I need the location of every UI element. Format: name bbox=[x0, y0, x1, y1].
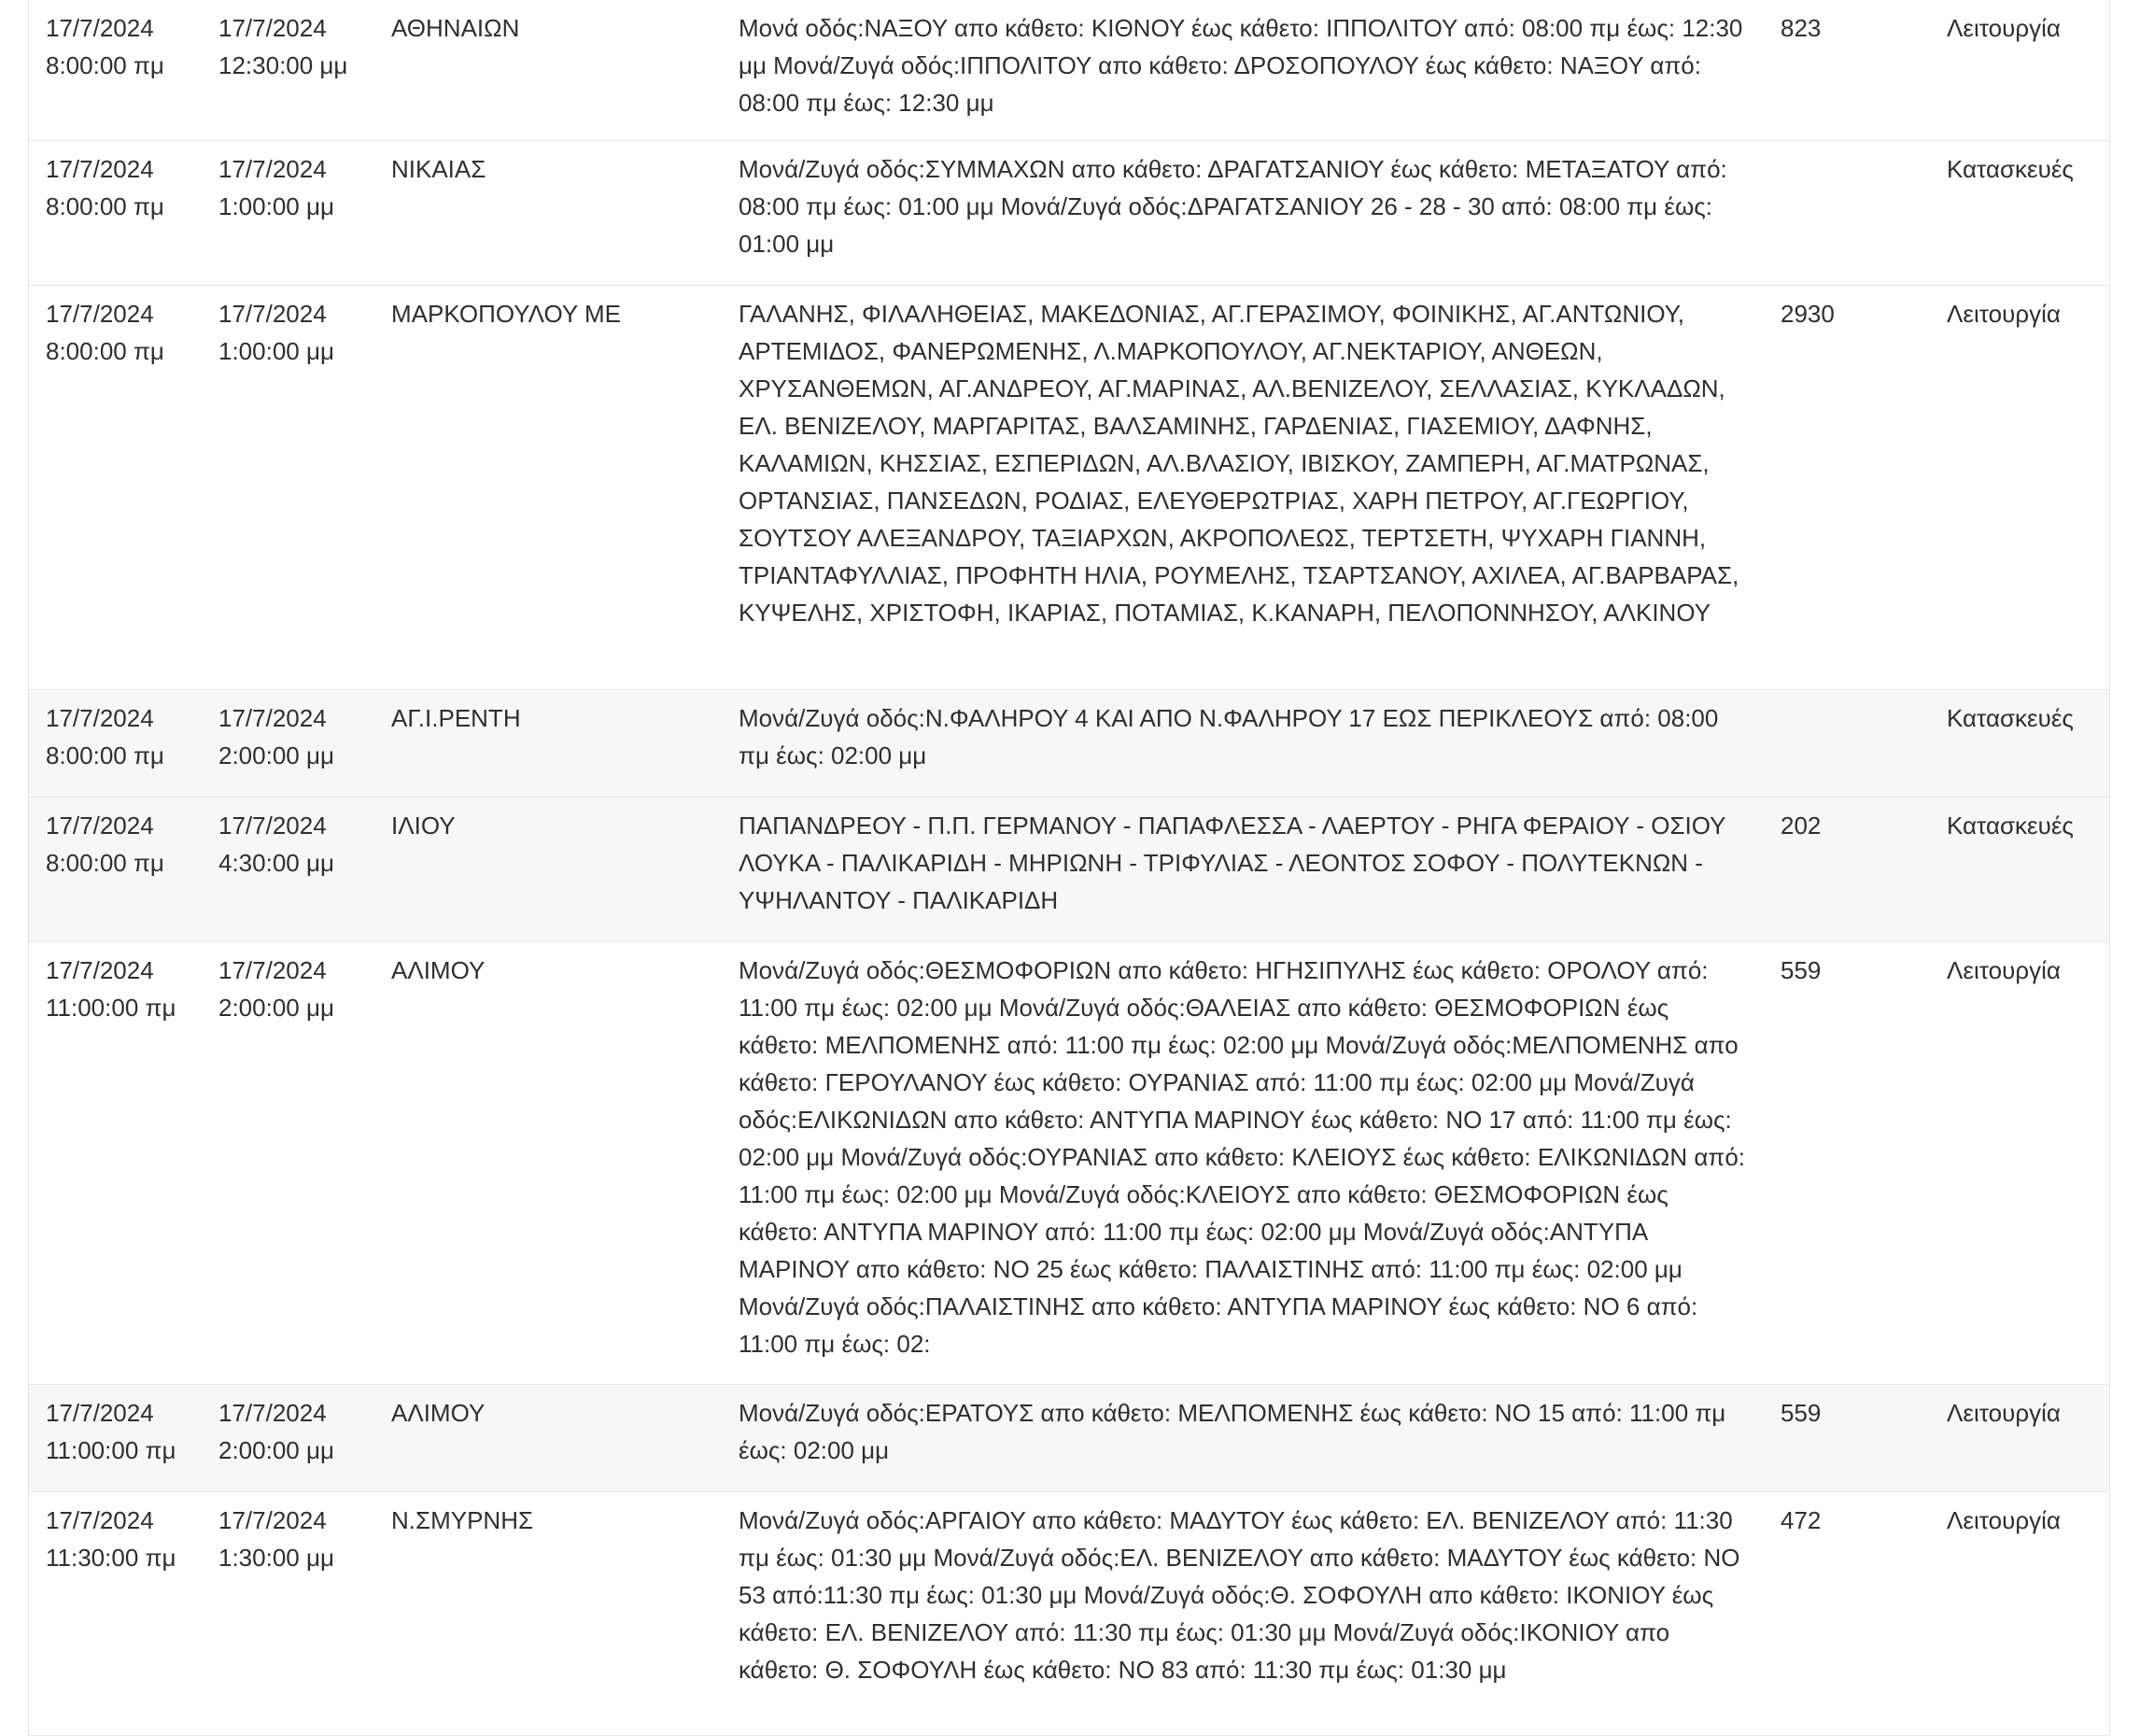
start-time: 8:00:00 πμ bbox=[46, 191, 164, 220]
start-date: 17/7/2024 bbox=[46, 299, 154, 328]
end-date: 17/7/2024 bbox=[218, 1505, 327, 1534]
table-row bbox=[29, 1491, 2109, 1735]
outages-table-wrapper bbox=[28, 0, 2110, 1736]
start-datetime-cell bbox=[29, 689, 202, 797]
number-cell bbox=[1764, 140, 1937, 285]
area-cell: ΑΛΙΜΟΥ bbox=[391, 955, 486, 984]
end-datetime-cell bbox=[202, 140, 374, 285]
start-time: 11:00:00 πμ bbox=[46, 993, 176, 1022]
description-cell: ΓΑΛΑΝΗΣ, ΦΙΛΑΛΗΘΕΙΑΣ, ΜΑΚΕΔΟΝΙΑΣ, ΑΓ.ΓΕΡΑΣΙΜΟΥ, ΦΟΙΝΙΚΗΣ, ΑΓ.ΑΝΤΩΝΙΟΥ, ΑΡΤΕΜΙΔΟΣ, ΦΑΝΕΡΩΜΕΝΗΣ, Λ.ΜΑΡΚΟΠΟΥΛΟΥ, ΑΓ.ΝΕΚΤΑΡΙΟΥ, ΑΝΘΕΩΝ, ΧΡΥΣΑΝΘΕΜΩΝ, ΑΓ.ΑΝΔΡΕΟΥ, ΑΓ.ΜΑΡΙΝΑΣ, ΑΛ.ΒΕΝΙΖΕΛΟΥ, ΣΕΛΛΑΣΙΑΣ, ΚΥΚΛΑΔΩΝ, ΕΛ. ΒΕΝΙΖΕΛΟΥ, ΜΑΡΓΑΡΙΤΑΣ, ΒΑΛΣΑΜΙΝΗΣ, ΓΑΡΔΕΝΙΑΣ, ΓΙΑΣΕΜΙΟΥ, ΔΑΦΝΗΣ, ΚΑΛΑΜΙΩΝ, ΚΗΣΣΙΑΣ, ΕΣΠΕΡΙΔΩΝ, ΑΛ.ΒΛΑΣΙΟΥ, ΙΒΙΣΚΟΥ, ΖΑΜΠΕΡΗ, ΑΓ.ΜΑΤΡΩΝΑΣ, ΟΡΤΑΝΣΙΑΣ, ΠΑΝΣΕΔΩΝ, ΡΟΔΙΑΣ, ΕΛΕΥΘΕΡΩΤΡΙΑΣ, ΧΑΡΗ ΠΕΤΡΟΥ, ΑΓ.ΓΕΩΡΓΙΟΥ, ΣΟΥΤΣΟΥ ΑΛΕΞΑΝΔΡΟΥ, ΤΑΞΙΑΡΧΩΝ, ΑΚΡΟΠΟΛΕΩΣ, ΤΕΡΤΣΕΤΗ, ΨΥΧΑΡΗ ΓΙΑΝΝΗ, ΤΡΙΑΝΤΑΦΥΛΛΙΑΣ, ΠΡΟΦΗΤΗ ΗΛΙΑ, ΡΟΥΜΕΛΗΣ, ΤΣΑΡΤΣΑΝΟΥ, ΑΧΙΛΕΑ, ΑΓ.ΒΑΡΒΑΡΑΣ, ΚΥΨΕΛΗΣ, ΧΡΙΣΤΟΦΗ, ΙΚΑΡΙΑΣ, ΠΟΤΑΜΙΑΣ, Κ.ΚΑΝΑΡΗ, ΠΕΛΟΠΟΝΝΗΣΟΥ, ΑΛΚΙΝΟΥ bbox=[739, 299, 1739, 627]
number-cell: 559 bbox=[1781, 955, 1822, 984]
description-cell: Μονά/Ζυγά οδός:ΑΡΓΑΙΟΥ απο κάθετο: ΜΑΔΥΤΟΥ έως κάθετο: ΕΛ. ΒΕΝΙΖΕΛΟΥ από: 11:30 πμ έως: 01:30 μμ Μονά/Ζυγά οδός:ΕΛ. ΒΕΝΙΖΕΛΟΥ απο κάθετο: ΜΑΔΥΤΟΥ έως κάθετο: ΝΟ 53 από:11:30 πμ έως: 01:30 μμ Μονά/Ζυγά οδός:Θ. ΣΟΦΟΥΛΗ απο κάθετο: ΙΚΟΝΙΟΥ έως κάθετο: ΕΛ. ΒΕΝΙΖΕΛΟΥ από: 11:30 πμ έως: 01:30 μμ Μονά/Ζυγά οδός:ΙΚΟΝΙΟΥ απο κάθετο: Θ. ΣΟΦΟΥΛΗ έως κάθετο: ΝΟ 83 από: 11:30 πμ έως: 01:30 μμ bbox=[739, 1505, 1740, 1684]
start-time: 8:00:00 πμ bbox=[46, 848, 164, 877]
start-date: 17/7/2024 bbox=[46, 154, 154, 183]
number-cell: 823 bbox=[1781, 14, 1822, 42]
end-datetime-cell bbox=[202, 0, 374, 140]
type-cell: Κατασκευές bbox=[1947, 703, 2074, 732]
end-time: 2:00:00 μμ bbox=[218, 1435, 334, 1464]
start-date: 17/7/2024 bbox=[46, 811, 154, 840]
number-cell: 472 bbox=[1781, 1505, 1822, 1534]
table-row bbox=[29, 941, 2109, 1384]
number-cell bbox=[1764, 689, 1937, 797]
number-cell: 2930 bbox=[1781, 299, 1835, 328]
type-cell: Λειτουργία bbox=[1947, 1505, 2061, 1534]
start-time: 11:30:00 πμ bbox=[46, 1543, 176, 1572]
end-date: 17/7/2024 bbox=[218, 703, 327, 732]
start-datetime-cell bbox=[29, 797, 202, 941]
type-cell: Λειτουργία bbox=[1947, 14, 2061, 42]
table-row bbox=[29, 689, 2109, 797]
area-cell: Ν.ΣΜΥΡΝΗΣ bbox=[391, 1505, 534, 1534]
start-time: 8:00:00 πμ bbox=[46, 51, 164, 79]
area-cell: ΜΑΡΚΟΠΟΥΛΟΥ ΜΕ bbox=[391, 299, 621, 328]
end-time: 1:30:00 μμ bbox=[218, 1543, 334, 1572]
number-cell: 559 bbox=[1781, 1398, 1822, 1427]
end-time: 2:00:00 μμ bbox=[218, 993, 334, 1022]
number-cell: 202 bbox=[1781, 811, 1822, 840]
end-time: 1:00:00 μμ bbox=[218, 191, 334, 220]
start-date: 17/7/2024 bbox=[46, 1505, 154, 1534]
start-date: 17/7/2024 bbox=[46, 703, 154, 732]
end-time: 12:30:00 μμ bbox=[218, 51, 348, 79]
end-datetime-cell bbox=[202, 689, 374, 797]
end-date: 17/7/2024 bbox=[218, 955, 327, 984]
description-cell: Μονά οδός:ΝΑΞΟΥ απο κάθετο: ΚΙΘΝΟΥ έως κάθετο: ΙΠΠΟΛΙΤΟΥ από: 08:00 πμ έως: 12:30 μμ Μονά/Ζυγά οδός:ΙΠΠΟΛΙΤΟΥ απο κάθετο: ΔΡΟΣΟΠΟΥΛΟΥ έως κάθετο: ΝΑΞΟΥ από: 08:00 πμ έως: 12:30 μμ bbox=[739, 14, 1743, 117]
end-date: 17/7/2024 bbox=[218, 154, 327, 183]
start-date: 17/7/2024 bbox=[46, 14, 154, 42]
area-cell: ΑΓ.Ι.ΡΕΝΤΗ bbox=[391, 703, 521, 732]
start-datetime-cell bbox=[29, 941, 202, 1384]
start-datetime-cell bbox=[29, 0, 202, 140]
area-cell: ΝΙΚΑΙΑΣ bbox=[391, 154, 486, 183]
end-date: 17/7/2024 bbox=[218, 811, 327, 840]
start-time: 8:00:00 πμ bbox=[46, 336, 164, 365]
start-datetime-cell bbox=[29, 140, 202, 285]
start-datetime-cell bbox=[29, 1384, 202, 1491]
table-row bbox=[29, 285, 2109, 689]
table-row bbox=[29, 140, 2109, 285]
description-cell: Μονά/Ζυγά οδός:ΣΥΜΜΑΧΩΝ απο κάθετο: ΔΡΑΓΑΤΣΑΝΙΟΥ έως κάθετο: ΜΕΤΑΞΑΤΟΥ από: 08:00 πμ έως: 01:00 μμ Μονά/Ζυγά οδός:ΔΡΑΓΑΤΣΑΝΙΟΥ 26 - 28 - 30 από: 08:00 πμ έως: 01:00 μμ bbox=[739, 154, 1727, 258]
end-date: 17/7/2024 bbox=[218, 299, 327, 328]
end-datetime-cell bbox=[202, 797, 374, 941]
end-datetime-cell bbox=[202, 1384, 374, 1491]
table-row bbox=[29, 797, 2109, 941]
end-time: 1:00:00 μμ bbox=[218, 336, 334, 365]
start-time: 8:00:00 πμ bbox=[46, 741, 164, 769]
end-time: 2:00:00 μμ bbox=[218, 741, 334, 769]
end-datetime-cell bbox=[202, 285, 374, 689]
end-time: 4:30:00 μμ bbox=[218, 848, 334, 877]
area-cell: ΑΘΗΝΑΙΩΝ bbox=[391, 14, 520, 42]
end-datetime-cell bbox=[202, 941, 374, 1384]
area-cell: ΙΛΙΟΥ bbox=[391, 811, 456, 840]
type-cell: Λειτουργία bbox=[1947, 955, 2061, 984]
outages-table bbox=[29, 0, 2109, 1736]
start-time: 11:00:00 πμ bbox=[46, 1435, 176, 1464]
start-date: 17/7/2024 bbox=[46, 1398, 154, 1427]
end-date: 17/7/2024 bbox=[218, 1398, 327, 1427]
table-row bbox=[29, 1384, 2109, 1491]
end-datetime-cell bbox=[202, 1491, 374, 1735]
description-cell: Μονά/Ζυγά οδός:ΘΕΣΜΟΦΟΡΙΩΝ απο κάθετο: ΗΓΗΣΙΠΥΛΗΣ έως κάθετο: ΟΡΟΛΟΥ από: 11:00 πμ έως: 02:00 μμ Μονά/Ζυγά οδός:ΘΑΛΕΙΑΣ απο κάθετο: ΘΕΣΜΟΦΟΡΙΩΝ έως κάθετο: ΜΕΛΠΟΜΕΝΗΣ από: 11:00 πμ έως: 02:00 μμ Μονά/Ζυγά οδός:ΜΕΛΠΟΜΕΝΗΣ απο κάθετο: ΓΕΡΟΥΛΑΝΟΥ έως κάθετο: ΟΥΡΑΝΙΑΣ από: 11:00 πμ έως: 02:00 μμ Μονά/Ζυγά οδός:ΕΛΙΚΩΝΙΔΩΝ απο κάθετο: ΑΝΤΥΠΑ ΜΑΡΙΝΟΥ έως κάθετο: ΝΟ 17 από: 11:00 πμ έως: 02:00 μμ Μονά/Ζυγά οδός:ΟΥΡΑΝΙΑΣ απο κάθετο: ΚΛΕΙΟΥΣ έως κάθετο: ΕΛΙΚΩΝΙΔΩΝ από: 11:00 πμ έως: 02:00 μμ Μονά/Ζυγά οδός:ΚΛΕΙΟΥΣ απο κάθετο: ΘΕΣΜΟΦΟΡΙΩΝ έως κάθετο: ΑΝΤΥΠΑ ΜΑΡΙΝΟΥ από: 11:00 πμ έως: 02:00 μμ Μονά/Ζυγά οδός:ΑΝΤΥΠΑ ΜΑΡΙΝΟΥ απο κάθετο: ΝΟ 25 έως κάθετο: ΠΑΛΑΙΣΤΙΝΗΣ από: 11:00 πμ έως: 02:00 μμ Μονά/Ζυγά οδός:ΠΑΛΑΙΣΤΙΝΗΣ απο κάθετο: ΑΝΤΥΠΑ ΜΑΡΙΝΟΥ έως κάθετο: ΝΟ 6 από: 11:00 πμ έως: 02: bbox=[739, 955, 1746, 1358]
type-cell: Λειτουργία bbox=[1947, 299, 2061, 328]
description-cell: Μονά/Ζυγά οδός:ΕΡΑΤΟΥΣ απο κάθετο: ΜΕΛΠΟΜΕΝΗΣ έως κάθετο: ΝΟ 15 από: 11:00 πμ έως: 02:00 μμ bbox=[739, 1398, 1726, 1464]
start-date: 17/7/2024 bbox=[46, 955, 154, 984]
type-cell: Κατασκευές bbox=[1947, 811, 2074, 840]
description-cell: Μονά/Ζυγά οδός:Ν.ΦΑΛΗΡΟΥ 4 ΚΑΙ ΑΠΟ Ν.ΦΑΛΗΡΟΥ 17 ΕΩΣ ΠΕΡΙΚΛΕΟΥΣ από: 08:00 πμ έως: 02:00 μμ bbox=[739, 703, 1719, 769]
table-row bbox=[29, 0, 2109, 140]
end-date: 17/7/2024 bbox=[218, 14, 327, 42]
type-cell: Κατασκευές bbox=[1947, 154, 2074, 183]
start-datetime-cell bbox=[29, 285, 202, 689]
area-cell: ΑΛΙΜΟΥ bbox=[391, 1398, 486, 1427]
start-datetime-cell bbox=[29, 1491, 202, 1735]
type-cell: Λειτουργία bbox=[1947, 1398, 2061, 1427]
description-cell: ΠΑΠΑΝΔΡΕΟΥ - Π.Π. ΓΕΡΜΑΝΟΥ - ΠΑΠΑΦΛΕΣΣΑ - ΛΑΕΡΤΟΥ - ΡΗΓΑ ΦΕΡΑΙΟΥ - ΟΣΙΟΥ ΛΟΥΚΑ - ΠΑΛΙΚΑΡΙΔΗ - ΜΗΡΙΩΝΗ - ΤΡΙΦΥΛΙΑΣ - ΛΕΟΝΤΟΣ ΣΟΦΟΥ - ΠΟΛΥΤΕΚΝΩΝ - ΥΨΗΛΑΝΤΟΥ - ΠΑΛΙΚΑΡΙΔΗ bbox=[739, 811, 1726, 914]
